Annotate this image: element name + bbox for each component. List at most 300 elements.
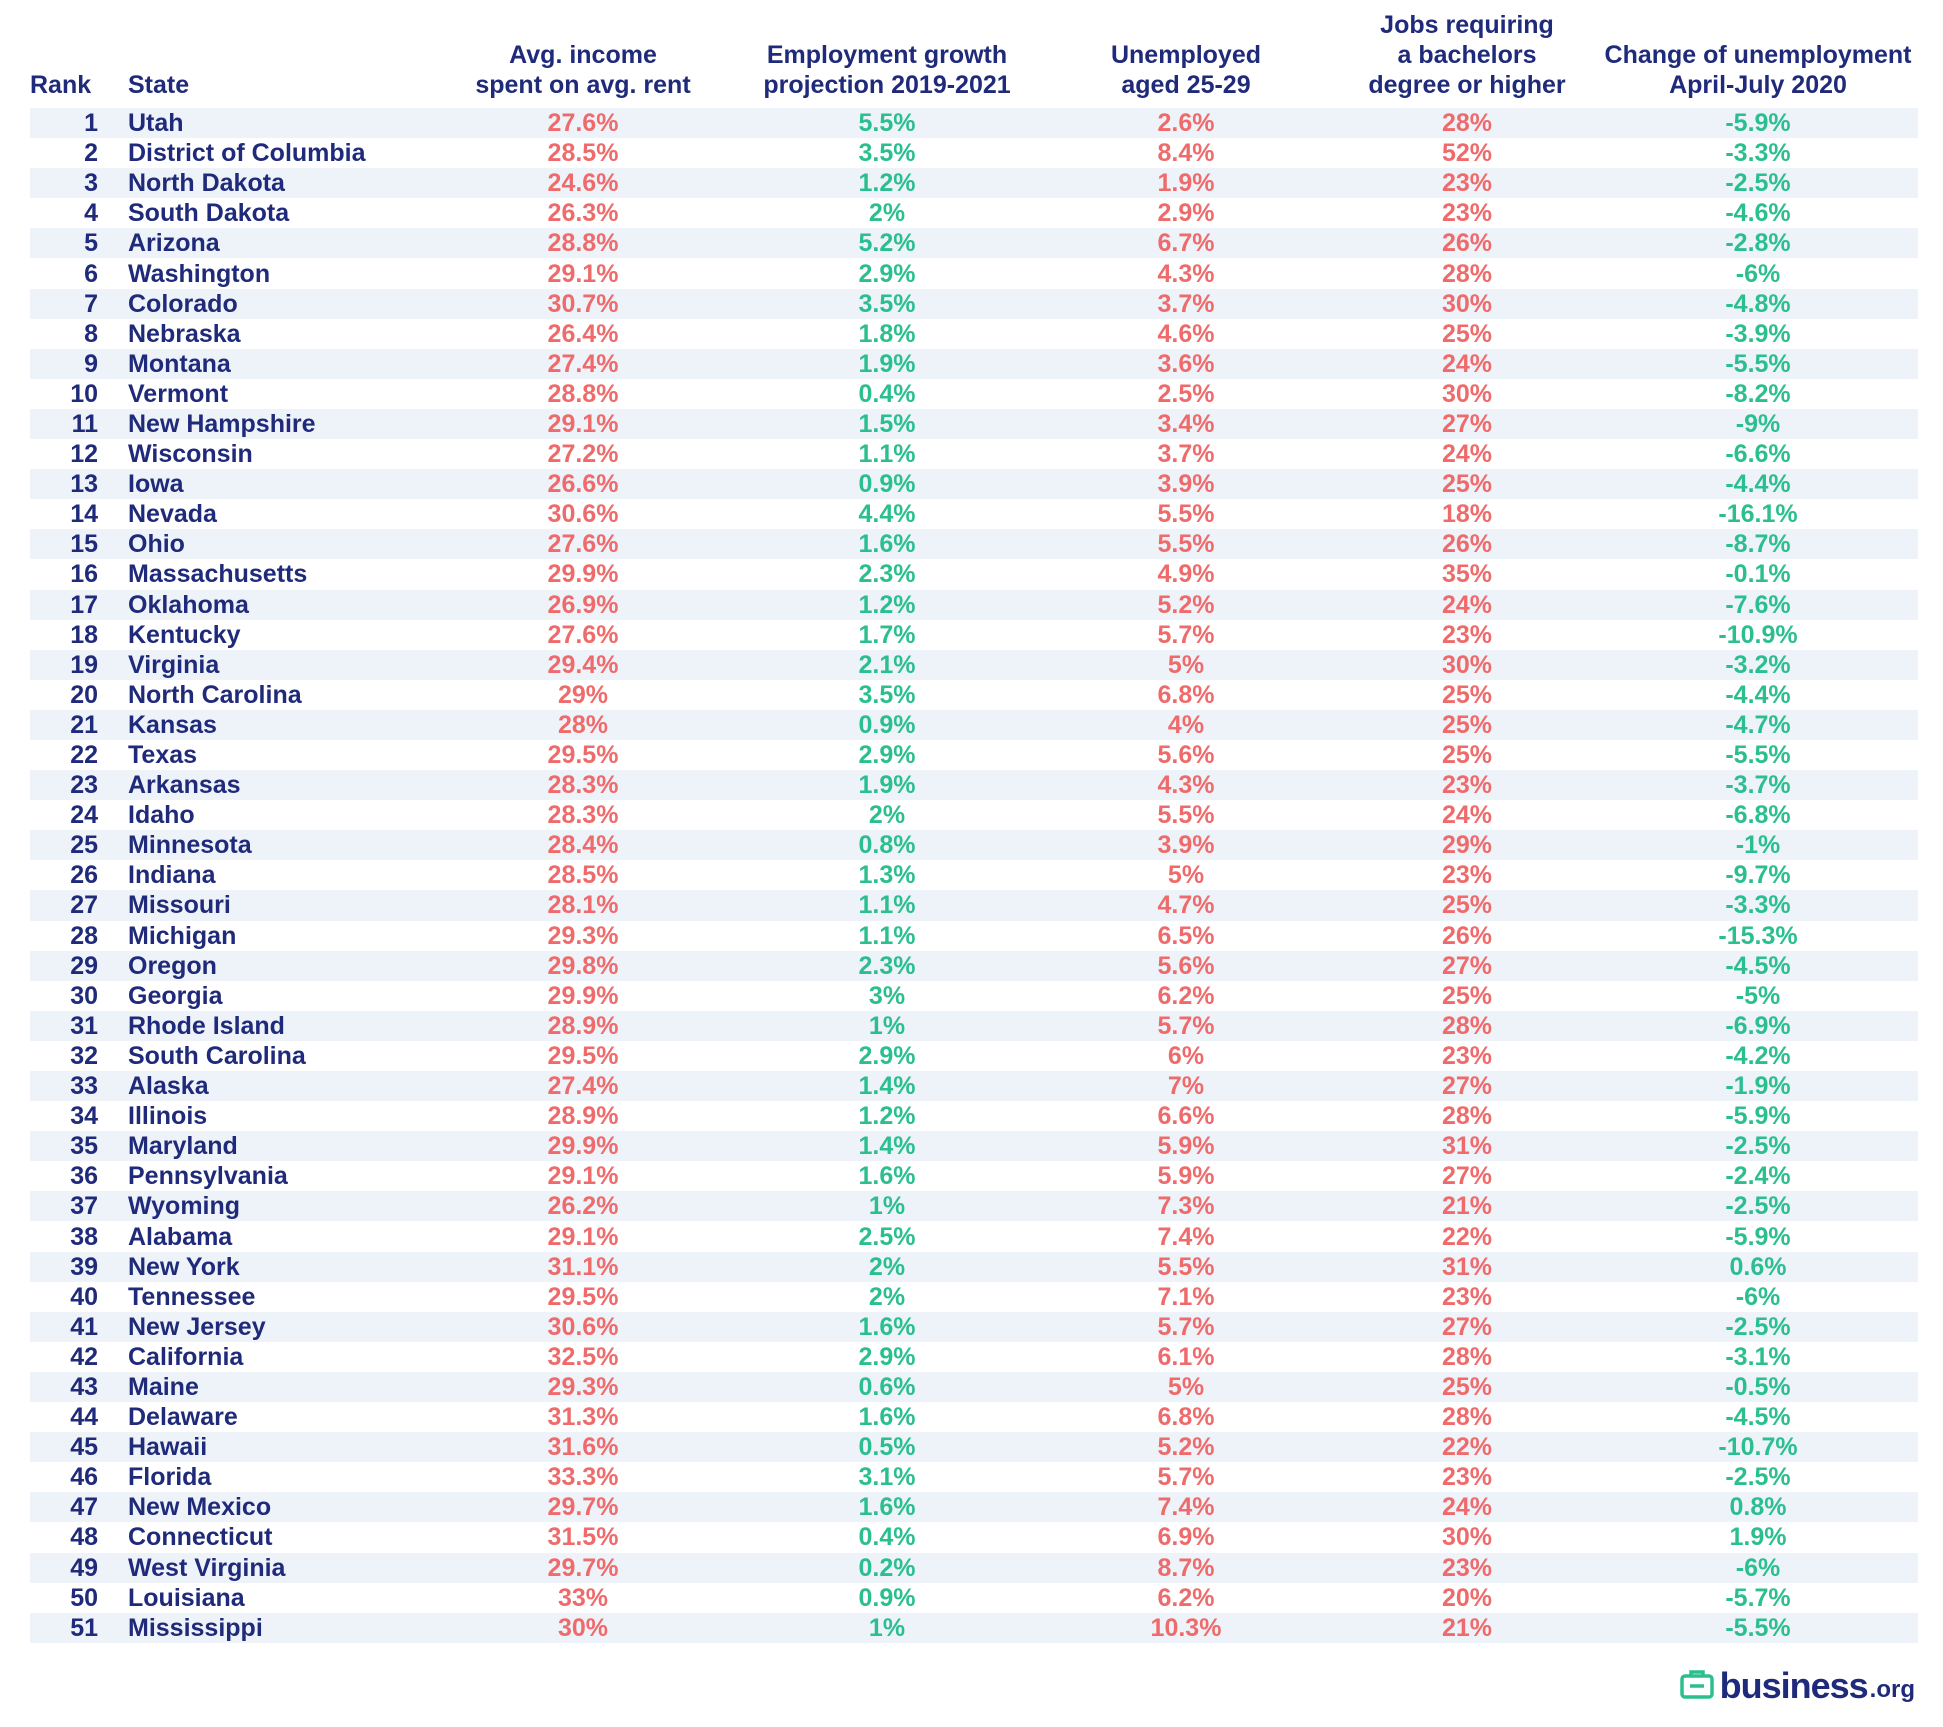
rank-cell: 12	[70, 440, 98, 469]
jobs-bachelors-cell: 25%	[1441, 319, 1493, 348]
unemployment-change-cell: -6.6%	[1725, 440, 1791, 469]
unemployment-change-cell: -3.1%	[1725, 1342, 1791, 1371]
state-cell: New Mexico	[128, 1493, 272, 1522]
unemployment-change-cell: -2.5%	[1725, 1312, 1791, 1341]
employment-growth-cell: 1.6%	[858, 1493, 916, 1522]
table-row	[30, 499, 1918, 529]
unemployed-cell: 2.5%	[1157, 379, 1215, 408]
table-row	[30, 590, 1918, 620]
unemployment-change-cell: -6%	[1735, 1282, 1781, 1311]
rent-cell: 28%	[557, 710, 609, 739]
rent-cell: 29.3%	[547, 1372, 619, 1401]
rank-cell: 28	[70, 921, 98, 950]
unemployed-cell: 3.9%	[1157, 470, 1215, 499]
employment-growth-cell: 0.4%	[858, 379, 916, 408]
unemployed-cell: 3.7%	[1157, 440, 1215, 469]
unemployed-cell: 5.5%	[1157, 1252, 1215, 1281]
rank-cell: 51	[70, 1613, 98, 1642]
header-line: State	[128, 71, 190, 99]
unemployed-cell: 6.1%	[1157, 1342, 1215, 1371]
rank-cell: 32	[70, 1041, 98, 1070]
rank-cell: 5	[84, 229, 98, 258]
table-row	[30, 198, 1918, 228]
rent-cell: 28.5%	[547, 861, 619, 890]
state-cell: Washington	[128, 259, 271, 288]
table-row	[30, 740, 1918, 770]
jobs-bachelors-cell: 28%	[1441, 1011, 1493, 1040]
state-cell: Tennessee	[128, 1282, 256, 1311]
employment-growth-cell: 1.2%	[858, 169, 916, 198]
table-row	[30, 1252, 1918, 1282]
unemployment-change-cell: -3.7%	[1725, 771, 1791, 800]
rent-cell: 27.2%	[547, 440, 619, 469]
unemployment-change-cell: -6.8%	[1725, 801, 1791, 830]
jobs-bachelors-cell: 24%	[1441, 349, 1493, 378]
rent-cell: 29.7%	[547, 1493, 619, 1522]
state-cell: North Dakota	[128, 169, 285, 198]
unemployed-cell: 5.5%	[1157, 530, 1215, 559]
unemployed-cell: 6.7%	[1157, 229, 1215, 258]
rank-cell: 36	[70, 1162, 98, 1191]
rent-cell: 29.1%	[547, 259, 619, 288]
rank-cell: 42	[70, 1342, 98, 1371]
employment-growth-cell: 2.3%	[858, 560, 916, 589]
unemployment-change-cell: -5%	[1735, 981, 1781, 1010]
table-row	[30, 319, 1918, 349]
rank-cell: 24	[70, 801, 98, 830]
header-rent	[428, 0, 738, 108]
state-cell: Colorado	[128, 289, 238, 318]
employment-growth-cell: 1.1%	[858, 921, 916, 950]
table-row	[30, 1191, 1918, 1221]
unemployment-change-cell: -10.7%	[1718, 1433, 1798, 1462]
state-cell: California	[128, 1342, 244, 1371]
state-cell: New Jersey	[128, 1312, 266, 1341]
employment-growth-cell: 3.5%	[858, 289, 916, 318]
table-row	[30, 1372, 1918, 1402]
table-row	[30, 349, 1918, 379]
rent-cell: 27.6%	[547, 109, 619, 138]
rent-cell: 29.5%	[547, 1282, 619, 1311]
employment-growth-cell: 1.6%	[858, 530, 916, 559]
unemployment-change-cell: -5.5%	[1725, 741, 1791, 770]
unemployed-cell: 5.9%	[1157, 1132, 1215, 1161]
rank-cell: 10	[70, 379, 98, 408]
rank-cell: 30	[70, 981, 98, 1010]
state-cell: Illinois	[128, 1102, 208, 1131]
table-row	[30, 951, 1918, 981]
rent-cell: 33.3%	[547, 1463, 619, 1492]
unemployed-cell: 6.6%	[1157, 1102, 1215, 1131]
unemployment-change-cell: -8.7%	[1725, 530, 1791, 559]
unemployed-cell: 7%	[1167, 1072, 1205, 1101]
rank-cell: 44	[70, 1403, 98, 1432]
brand-word: business	[1719, 1665, 1868, 1706]
rank-cell: 37	[70, 1192, 98, 1221]
table-row	[30, 168, 1918, 198]
jobs-bachelors-cell: 22%	[1441, 1222, 1493, 1251]
rank-cell: 1	[84, 109, 98, 138]
jobs-bachelors-cell: 30%	[1441, 379, 1493, 408]
unemployment-change-cell: -4.2%	[1725, 1041, 1791, 1070]
rank-cell: 39	[70, 1252, 98, 1281]
rank-cell: 22	[70, 741, 98, 770]
rent-cell: 29.1%	[547, 409, 619, 438]
jobs-bachelors-cell: 28%	[1441, 1342, 1493, 1371]
table-row	[30, 439, 1918, 469]
rent-cell: 29.1%	[547, 1162, 619, 1191]
unemployment-change-cell: -8.2%	[1725, 379, 1791, 408]
employment-growth-cell: 2%	[868, 199, 906, 228]
jobs-bachelors-cell: 24%	[1441, 801, 1493, 830]
employment-growth-cell: 3.1%	[858, 1463, 916, 1492]
unemployment-change-cell: -9.7%	[1725, 861, 1791, 890]
state-cell: Pennsylvania	[128, 1162, 288, 1191]
employment-growth-cell: 0.9%	[858, 1583, 916, 1612]
table-row	[30, 860, 1918, 890]
state-cell: Oregon	[128, 951, 217, 980]
rank-cell: 7	[84, 289, 98, 318]
unemployed-cell: 5.7%	[1157, 1312, 1215, 1341]
jobs-bachelors-cell: 26%	[1441, 921, 1493, 950]
state-cell: Minnesota	[128, 831, 252, 860]
jobs-bachelors-cell: 20%	[1441, 1583, 1493, 1612]
unemployed-cell: 4.3%	[1157, 771, 1215, 800]
rent-cell: 29.5%	[547, 741, 619, 770]
rent-cell: 27.6%	[547, 530, 619, 559]
unemployed-cell: 7.3%	[1157, 1192, 1215, 1221]
unemployed-cell: 2.6%	[1157, 109, 1215, 138]
unemployed-cell: 5.7%	[1157, 620, 1215, 649]
unemployed-cell: 6%	[1167, 1041, 1205, 1070]
employment-growth-cell: 1.2%	[858, 1102, 916, 1131]
table-row	[30, 1522, 1918, 1552]
employment-growth-cell: 0.2%	[858, 1553, 916, 1582]
table-row	[30, 981, 1918, 1011]
brand-logo	[1680, 1665, 1915, 1707]
header-line: Jobs requiring	[1380, 11, 1554, 39]
unemployed-cell: 8.7%	[1157, 1553, 1215, 1582]
unemployment-change-cell: -3.3%	[1725, 891, 1791, 920]
state-cell: Iowa	[128, 470, 184, 499]
unemployed-cell: 3.9%	[1157, 831, 1215, 860]
employment-growth-cell: 2%	[868, 1282, 906, 1311]
header-line: aged 25-29	[1121, 71, 1251, 99]
employment-growth-cell: 4.4%	[858, 500, 916, 529]
rent-cell: 29.9%	[547, 981, 619, 1010]
table-row	[30, 800, 1918, 830]
ranking-table-container	[30, 0, 1918, 1643]
unemployment-change-cell: -16.1%	[1718, 500, 1798, 529]
unemployed-cell: 5.7%	[1157, 1463, 1215, 1492]
header-line: Unemployed	[1110, 41, 1262, 69]
jobs-bachelors-cell: 27%	[1441, 951, 1493, 980]
rent-cell: 31.3%	[547, 1403, 619, 1432]
employment-growth-cell: 1.5%	[858, 409, 916, 438]
unemployment-change-cell: -6%	[1735, 259, 1781, 288]
rank-cell: 46	[70, 1463, 98, 1492]
employment-growth-cell: 1.6%	[858, 1162, 916, 1191]
rank-cell: 9	[84, 349, 98, 378]
table-row	[30, 1101, 1918, 1131]
unemployment-change-cell: -4.6%	[1725, 199, 1791, 228]
employment-growth-cell: 1.7%	[858, 620, 916, 649]
rank-cell: 41	[70, 1312, 98, 1341]
table-row	[30, 1161, 1918, 1191]
employment-growth-cell: 3.5%	[858, 139, 916, 168]
jobs-bachelors-cell: 21%	[1441, 1613, 1493, 1642]
rank-cell: 23	[70, 771, 98, 800]
jobs-bachelors-cell: 23%	[1441, 1282, 1493, 1311]
state-cell: Nebraska	[128, 319, 241, 348]
rent-cell: 28.1%	[547, 891, 619, 920]
unemployment-change-cell: 0.8%	[1729, 1493, 1787, 1522]
rent-cell: 29.8%	[547, 951, 619, 980]
table-header-row	[30, 0, 1918, 108]
jobs-bachelors-cell: 21%	[1441, 1192, 1493, 1221]
header-line: spent on avg. rent	[475, 71, 691, 99]
rank-cell: 25	[70, 831, 98, 860]
employment-growth-cell: 1.2%	[858, 590, 916, 619]
rank-cell: 49	[70, 1553, 98, 1582]
rent-cell: 28.3%	[547, 771, 619, 800]
unemployment-change-cell: -6%	[1735, 1553, 1781, 1582]
employment-growth-cell: 1.3%	[858, 861, 916, 890]
table-row	[30, 1583, 1918, 1613]
jobs-bachelors-cell: 23%	[1441, 169, 1493, 198]
state-cell: Idaho	[128, 801, 195, 830]
rent-cell: 29.7%	[547, 1553, 619, 1582]
rank-cell: 17	[70, 590, 98, 619]
unemployed-cell: 7.1%	[1157, 1282, 1215, 1311]
jobs-bachelors-cell: 28%	[1441, 259, 1493, 288]
table-row	[30, 1071, 1918, 1101]
jobs-bachelors-cell: 25%	[1441, 1372, 1493, 1401]
table-row	[30, 258, 1918, 288]
header-jobs-bachelors	[1336, 0, 1598, 108]
jobs-bachelors-cell: 27%	[1441, 1312, 1493, 1341]
state-cell: Virginia	[128, 650, 220, 679]
unemployed-cell: 5.6%	[1157, 951, 1215, 980]
unemployment-change-cell: -5.9%	[1725, 1102, 1791, 1131]
jobs-bachelors-cell: 31%	[1441, 1132, 1493, 1161]
rent-cell: 26.4%	[547, 319, 619, 348]
jobs-bachelors-cell: 27%	[1441, 1162, 1493, 1191]
state-cell: West Virginia	[128, 1553, 286, 1582]
header-line: degree or higher	[1368, 71, 1566, 99]
rent-cell: 26.3%	[547, 199, 619, 228]
table-row	[30, 1131, 1918, 1161]
state-cell: Nevada	[128, 500, 217, 529]
unemployed-cell: 5.9%	[1157, 1162, 1215, 1191]
state-cell: Kentucky	[128, 620, 241, 649]
unemployment-change-cell: -2.5%	[1725, 169, 1791, 198]
unemployed-cell: 6.9%	[1157, 1523, 1215, 1552]
table-row	[30, 1282, 1918, 1312]
table-row	[30, 138, 1918, 168]
rank-cell: 2	[84, 139, 98, 168]
unemployment-change-cell: -4.4%	[1725, 470, 1791, 499]
jobs-bachelors-cell: 24%	[1441, 440, 1493, 469]
jobs-bachelors-cell: 30%	[1441, 650, 1493, 679]
unemployment-change-cell: -3.3%	[1725, 139, 1791, 168]
unemployment-change-cell: -3.2%	[1725, 650, 1791, 679]
employment-growth-cell: 1%	[868, 1011, 906, 1040]
unemployment-change-cell: -6.9%	[1725, 1011, 1791, 1040]
employment-growth-cell: 1%	[868, 1613, 906, 1642]
table-row	[30, 529, 1918, 559]
table-row	[30, 1613, 1918, 1643]
state-cell: Massachusetts	[128, 560, 308, 589]
table-row	[30, 890, 1918, 920]
employment-growth-cell: 2.1%	[858, 650, 916, 679]
rank-cell: 11	[71, 409, 98, 438]
table-row	[30, 710, 1918, 740]
unemployed-cell: 4.6%	[1157, 319, 1215, 348]
rent-cell: 27.4%	[547, 349, 619, 378]
table-body	[30, 108, 1918, 1643]
employment-growth-cell: 2%	[868, 801, 906, 830]
header-line: Rank	[30, 71, 92, 99]
table-row	[30, 379, 1918, 409]
rent-cell: 28.8%	[547, 379, 619, 408]
jobs-bachelors-cell: 28%	[1441, 1403, 1493, 1432]
employment-growth-cell: 0.6%	[858, 1372, 916, 1401]
jobs-bachelors-cell: 25%	[1441, 470, 1493, 499]
unemployment-change-cell: -5.5%	[1725, 349, 1791, 378]
unemployment-change-cell: -0.1%	[1725, 560, 1791, 589]
rank-cell: 21	[70, 710, 98, 739]
unemployed-cell: 2.9%	[1157, 199, 1215, 228]
rank-cell: 31	[70, 1011, 98, 1040]
jobs-bachelors-cell: 26%	[1441, 229, 1493, 258]
state-cell: Maryland	[128, 1132, 238, 1161]
jobs-bachelors-cell: 25%	[1441, 891, 1493, 920]
rent-cell: 28.4%	[547, 831, 619, 860]
unemployment-change-cell: -5.9%	[1725, 109, 1791, 138]
employment-growth-cell: 2.3%	[858, 951, 916, 980]
unemployed-cell: 6.2%	[1157, 981, 1215, 1010]
rank-cell: 38	[70, 1222, 98, 1251]
rent-cell: 28.5%	[547, 139, 619, 168]
table-row	[30, 1402, 1918, 1432]
employment-growth-cell: 1.6%	[858, 1312, 916, 1341]
header-line: a bachelors	[1397, 41, 1537, 69]
rent-cell: 30.7%	[547, 289, 619, 318]
state-cell: Ohio	[128, 530, 185, 559]
rank-cell: 15	[70, 530, 98, 559]
state-cell: New York	[128, 1252, 240, 1281]
table-row	[30, 1221, 1918, 1251]
rent-cell: 31.6%	[547, 1433, 619, 1462]
employment-growth-cell: 3.5%	[858, 680, 916, 709]
table-row	[30, 680, 1918, 710]
state-cell: Rhode Island	[128, 1011, 285, 1040]
jobs-bachelors-cell: 23%	[1441, 861, 1493, 890]
table-row	[30, 1342, 1918, 1372]
state-cell: Kansas	[128, 710, 217, 739]
jobs-bachelors-cell: 18%	[1441, 500, 1493, 529]
rent-cell: 28.9%	[547, 1102, 619, 1131]
unemployment-change-cell: -0.5%	[1725, 1372, 1791, 1401]
unemployed-cell: 5.5%	[1157, 500, 1215, 529]
employment-growth-cell: 2.5%	[858, 1222, 916, 1251]
jobs-bachelors-cell: 35%	[1441, 560, 1493, 589]
rent-cell: 28.3%	[547, 801, 619, 830]
employment-growth-cell: 0.4%	[858, 1523, 916, 1552]
unemployed-cell: 6.8%	[1157, 680, 1215, 709]
employment-growth-cell: 2.9%	[858, 741, 916, 770]
employment-growth-cell: 1.4%	[858, 1132, 916, 1161]
unemployed-cell: 4.7%	[1157, 891, 1215, 920]
rank-cell: 16	[70, 560, 98, 589]
header-line: April-July 2020	[1669, 71, 1847, 99]
jobs-bachelors-cell: 25%	[1441, 741, 1493, 770]
header-unemployed	[1036, 0, 1336, 108]
unemployment-change-cell: -4.8%	[1725, 289, 1791, 318]
rank-cell: 14	[70, 500, 98, 529]
rent-cell: 30.6%	[547, 1312, 619, 1341]
unemployment-change-cell: -3.9%	[1725, 319, 1791, 348]
rank-cell: 34	[70, 1102, 98, 1131]
table-row	[30, 1312, 1918, 1342]
state-cell: New Hampshire	[128, 409, 316, 438]
jobs-bachelors-cell: 23%	[1441, 199, 1493, 228]
unemployed-cell: 8.4%	[1157, 139, 1215, 168]
unemployed-cell: 4.9%	[1157, 560, 1215, 589]
unemployment-change-cell: -4.7%	[1725, 710, 1791, 739]
rank-cell: 43	[70, 1372, 98, 1401]
rent-cell: 24.6%	[547, 169, 619, 198]
jobs-bachelors-cell: 23%	[1441, 1041, 1493, 1070]
table-row	[30, 1011, 1918, 1041]
rank-cell: 48	[70, 1523, 98, 1552]
rank-cell: 35	[70, 1132, 98, 1161]
jobs-bachelors-cell: 28%	[1441, 1102, 1493, 1131]
header-line: projection 2019-2021	[763, 71, 1011, 99]
table-row	[30, 1432, 1918, 1462]
rent-cell: 27.4%	[547, 1072, 619, 1101]
table-row	[30, 559, 1918, 589]
unemployment-change-cell: -1%	[1735, 831, 1781, 860]
state-cell: District of Columbia	[128, 139, 366, 168]
jobs-bachelors-cell: 24%	[1441, 590, 1493, 619]
jobs-bachelors-cell: 27%	[1441, 409, 1493, 438]
rank-cell: 4	[84, 199, 98, 228]
state-cell: Florida	[128, 1463, 212, 1492]
rent-cell: 32.5%	[547, 1342, 619, 1371]
unemployed-cell: 4.3%	[1157, 259, 1215, 288]
jobs-bachelors-cell: 27%	[1441, 1072, 1493, 1101]
unemployed-cell: 5%	[1167, 1372, 1205, 1401]
rank-cell: 45	[70, 1433, 98, 1462]
jobs-bachelors-cell: 23%	[1441, 1553, 1493, 1582]
briefcase-icon	[1680, 1669, 1714, 1704]
rent-cell: 31.1%	[547, 1252, 619, 1281]
rent-cell: 30.6%	[547, 500, 619, 529]
rent-cell: 29.3%	[547, 921, 619, 950]
rank-cell: 13	[70, 470, 98, 499]
state-ranking-table	[30, 0, 1918, 1643]
state-cell: Michigan	[128, 921, 237, 950]
rent-cell: 26.2%	[547, 1192, 619, 1221]
table-row	[30, 469, 1918, 499]
jobs-bachelors-cell: 31%	[1441, 1252, 1493, 1281]
unemployment-change-cell: -5.9%	[1725, 1222, 1791, 1251]
employment-growth-cell: 5.5%	[858, 109, 916, 138]
unemployed-cell: 10.3%	[1150, 1613, 1222, 1642]
employment-growth-cell: 0.9%	[858, 710, 916, 739]
